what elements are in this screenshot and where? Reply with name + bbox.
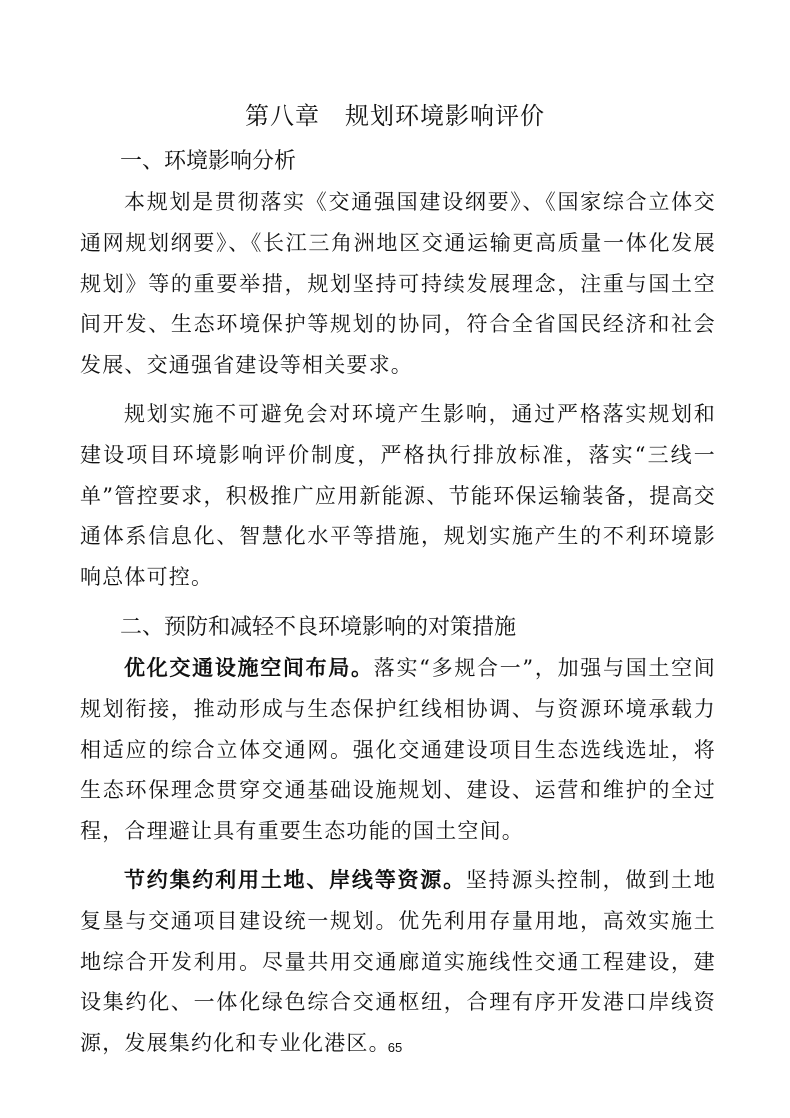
page-number: 65 [387,1040,403,1055]
paragraph-text: 本规划是贯彻落实《交通强国建设纲要》、《国家综合立体交通网规划纲要》、《长江三角洲地区交通运输更高质量一体化发展规划》等的重要举措，规划坚持可持续发展理念，注重与国土空间开发、生态环境保护等规划的协同，符合全省国民经济和社会发展、交通强省建设等相关要求。 [80,190,716,378]
paragraph-text: 落实“多规合一”，加强与国土空间规划衔接，推动形成与生态保护红线相协调、与资源环境承载力相适应的综合立体交通网。强化交通建设项目生态选线选址，将生态环保理念贯穿交通基础设施规划、建设、运营和维护的全过程，合理避让具有重要生态功能的国土空间。 [80,655,717,844]
paragraph-lead: 节约集约利用土地、岸线等资源。 [124,867,466,892]
section-heading-countermeasures: 二、预防和减轻不良环境影响的对策措施 [120,614,517,640]
paragraph-land-resources [80,860,716,1064]
paragraph-impact-controllable [80,394,716,598]
paragraph-text: 坚持源头控制，做到土地复垦与交通项目建设统一规划。优先利用存量用地，高效实施土地综合开发利用。尽量共用交通廊道实施线性交通工程建设，建设集约化、一体化绿色综合交通枢纽，合理有序开发港口岸线资源，发展集约化和专业化港区。 [80,867,717,1056]
paragraph-optimize-layout [80,648,716,852]
document-body [80,142,716,1064]
paragraph-plan-compliance [80,182,716,386]
chapter-title: 第八章 规划环境影响评价 [245,102,545,130]
paragraph-lead: 优化交通设施空间布局。 [124,655,374,680]
paragraph-text: 规划实施不可避免会对环境产生影响，通过严格落实规划和建设项目环境影响评价制度，严格执行排放标准，落实“三线一单”管控要求，积极推广应用新能源、节能环保运输装备，提高交通体系信息化、智慧化水平等措施，规划实施产生的不利环境影响总体可控。 [80,401,716,590]
section-heading-environment-analysis: 一、环境影响分析 [120,149,297,174]
